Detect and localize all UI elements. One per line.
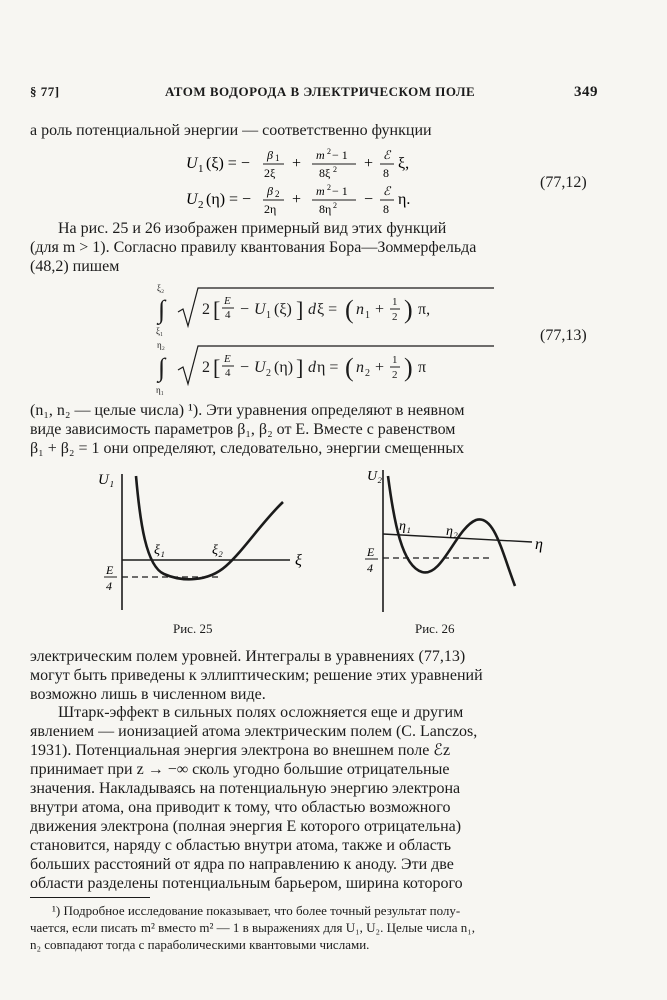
figure-26 [360,462,560,622]
paragraph-3 [30,647,598,704]
svg-text:n: n [356,301,364,318]
fig25-curve [136,476,283,579]
svg-text:8η: 8η [319,202,332,216]
paragraph-4-line: внутри атома, она приводит к тому, что областью возможного [30,799,451,816]
svg-text:2: 2 [392,369,398,381]
footnote-line: ¹) Подробное исследование показывает, что более точный результат полу- [52,903,461,918]
paragraph-4-line: Штарк-эффект в сильных полях осложняется еще и другим [58,704,464,721]
fig26-y-label: U₂ [367,469,382,484]
paragraph-4-line: принимает при z → −∞ сколь угодно большие отрицательные [30,761,450,778]
svg-text:2: 2 [275,189,280,199]
svg-text:2: 2 [202,301,210,318]
paragraph-2 [30,401,598,458]
svg-text:−: − [240,359,250,376]
figure-25 [90,462,320,622]
svg-text:]: ] [296,355,304,380]
paragraph-4-line: значения. Накладываясь на потенциальную энергию электрона [30,780,461,797]
section-number: § 77] [30,84,60,99]
svg-text:2: 2 [327,147,331,156]
svg-text:π,: π, [418,301,431,318]
svg-text:2: 2 [202,359,210,376]
fig26-level-den: 4 [367,561,373,575]
equation-77-13-render [150,282,520,400]
svg-text:2: 2 [266,368,271,379]
paragraph-4-line: 1931). Потенциальная энергия электрона во внешнем поле ℰz [30,742,451,759]
svg-text:ξ₁: ξ₁ [156,326,164,336]
svg-text:− 1: − 1 [332,148,348,162]
fig26-point-2: η₂ [446,524,458,539]
figure-25-caption: Рис. 25 [173,621,213,636]
svg-text:8: 8 [383,166,389,180]
paragraph-1-line: (48,2) пишем [30,258,120,275]
paragraph-4-line: явлением — ионизацией атома электрическим полем (C. Lanczos, [30,723,478,740]
svg-text:2η: 2η [264,202,277,216]
equation-number-77-13: (77,13) [540,327,587,344]
svg-text:1: 1 [266,310,271,321]
footnote-line: n₂ совпадают тогда с параболическими квантовыми числами. [30,937,370,952]
fig25-level-den: 4 [106,579,112,593]
svg-text:(: ( [345,353,354,382]
paragraph-4-line: области разделены потенциальным барьером, ширина которого [30,875,463,892]
svg-text:1: 1 [275,153,280,163]
svg-text:(ξ): (ξ) [274,301,292,318]
svg-text:1: 1 [392,354,398,366]
svg-text:2: 2 [392,311,398,323]
svg-text:(η): (η) [274,359,294,376]
svg-text:∫: ∫ [158,295,166,324]
svg-text:−: − [240,301,250,318]
svg-text:E: E [224,295,231,307]
svg-text:(η) = −: (η) = − [206,191,252,208]
running-title: АТОМ ВОДОРОДА В ЭЛЕКТРИЧЕСКОМ ПОЛЕ [165,84,476,99]
svg-text:+: + [375,359,385,376]
paragraph-4-line: больших расстояний от ядра по направлению к аноду. Эти две [30,856,454,873]
paragraph-3-line: возможно лишь в численном виде. [30,686,266,703]
svg-text:2: 2 [333,165,337,174]
fig25-y-label: U₁ [98,472,115,488]
svg-text:2: 2 [327,183,331,192]
svg-text:]: ] [296,297,304,322]
svg-text:1: 1 [198,163,204,175]
fig25-point-1: ξ₁ [154,543,165,558]
svg-text:m: m [316,184,325,198]
svg-text:∫: ∫ [158,353,166,382]
svg-text:1: 1 [392,296,398,308]
svg-text:η =: η = [317,359,339,376]
svg-text:E: E [224,353,231,365]
svg-text:8: 8 [383,202,389,216]
fig25-level-num: E [106,563,114,577]
svg-text:2: 2 [365,368,370,379]
svg-text:π: π [418,359,427,376]
equation-77-12-render [180,146,500,218]
svg-text:−: − [364,191,374,208]
svg-text:1: 1 [365,310,370,321]
svg-text:2: 2 [198,199,204,211]
equation-77-13 [150,282,520,400]
equation-77-12 [180,146,500,218]
paragraph-2-line: (n₁, n₂ — целые числа) ¹). Эти уравнения определяют в неявном [30,402,465,419]
svg-text:U: U [254,301,266,318]
fig25-point-2: ξ₂ [212,543,223,558]
paragraph-4 [30,703,598,893]
svg-text:): ) [404,295,413,324]
svg-text:(: ( [345,295,354,324]
fig26-level-num: E [367,545,375,559]
svg-text:+: + [292,191,302,208]
paragraph-2-line: виде зависимость параметров β₁, β₂ от E. Вместе с равенством [30,421,456,438]
paragraph-4-line: движения электрона (полная энергия E которого отрицательна) [30,818,462,835]
svg-text:ξ,: ξ, [398,155,410,172]
svg-text:2: 2 [333,201,337,210]
svg-text:− 1: − 1 [332,184,348,198]
svg-text:d: d [308,301,316,318]
fig26-x-label: η [535,536,543,553]
svg-text:+: + [292,155,302,172]
svg-text:β: β [267,184,273,198]
paragraph-1-line: На рис. 25 и 26 изображен примерный вид этих функций [58,220,447,237]
footnote-rule [30,897,150,898]
svg-text:U: U [254,359,266,376]
svg-text:ξ =: ξ = [317,301,338,318]
svg-text:[: [ [213,297,221,322]
svg-text:): ) [404,353,413,382]
paragraph-3-line: электрическим полем уровней. Интегралы в уравнениях (77,13) [30,648,466,665]
svg-text:2ξ: 2ξ [264,166,276,180]
svg-text:4: 4 [225,367,231,379]
paragraph-4-line: становится, наряду с областью внутри атома, также и область [30,837,452,854]
svg-text:η₁: η₁ [156,385,164,395]
fig26-point-1: η₁ [399,519,411,534]
svg-text:η₂: η₂ [157,340,165,350]
page-number: 349 [574,84,598,100]
paragraph-1-line: (для m > 1). Согласно правилу квантования Бора—Зоммерфельда [30,239,477,256]
svg-text:η.: η. [398,191,411,208]
svg-text:4: 4 [225,309,231,321]
svg-text:d: d [308,359,316,376]
svg-text:(ξ) = −: (ξ) = − [206,155,250,172]
fig25-x-label: ξ [295,552,302,569]
svg-text:ℰ: ℰ [383,184,391,198]
svg-text:U: U [186,191,198,208]
svg-text:+: + [375,301,385,318]
figure-26-caption: Рис. 26 [415,621,455,636]
paragraph-2-line: β₁ + β₂ = 1 они определяют, следовательно, энергии смещенных [30,440,465,457]
svg-text:[: [ [213,355,221,380]
svg-text:m: m [316,148,325,162]
paragraph-1 [30,219,598,276]
paragraph-3-line: могут быть приведены к эллиптическим; решение этих уравнений [30,667,483,684]
equation-number-77-12: (77,12) [540,174,587,191]
svg-text:8ξ: 8ξ [319,166,331,180]
svg-text:+: + [364,155,374,172]
svg-text:ξ₂: ξ₂ [157,283,165,293]
footnote-line: чается, если писать m² вместо m² — 1 в выражениях для U₁, U₂. Целые числа n₁, [30,920,476,935]
svg-text:β: β [267,148,273,162]
footnote [30,902,598,953]
svg-text:n: n [356,359,364,376]
svg-text:U: U [186,155,198,172]
running-header [30,84,598,104]
intro-line: а роль потенциальной энергии — соответственно функции [30,122,432,139]
svg-text:ℰ: ℰ [383,148,391,162]
